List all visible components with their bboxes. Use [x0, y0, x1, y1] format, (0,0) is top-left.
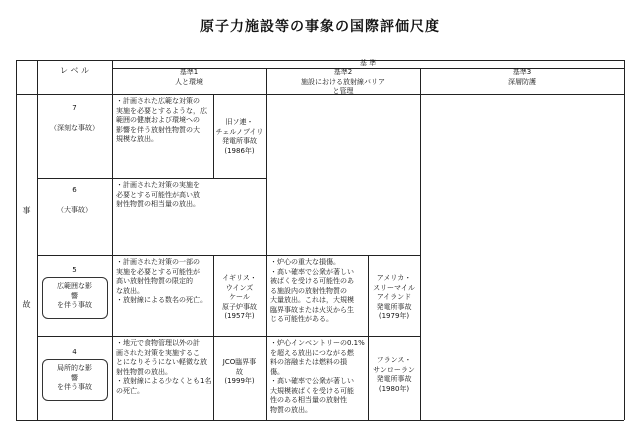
table-border-bottom	[16, 420, 624, 421]
example-event: JCO臨界事 故 (1999年)	[222, 358, 257, 385]
level-label: （深刻な事故）	[50, 124, 99, 132]
table-border-left	[16, 60, 17, 420]
criterion2-description: ・炉心の重大な損傷。 ・高い確率で公衆が著しい 被ばくを受ける可能性のあ る施設内の放射性物質の 大量放出。これは，大規模 臨界事故または火災から生 じる可能性がある。	[270, 258, 354, 323]
example-event: イギリス・ ウインズ ケール 原子炉事故 (1957年)	[222, 274, 257, 320]
row-divider	[37, 255, 420, 256]
criterion1-description: ・地元で食物管理以外の計 画された対策を実施するこ とになりそうにない軽微な放 射性物質の放出。 ・放射線による少なくとも1名 の死亡。	[116, 339, 212, 395]
level-header: レ ベ ル	[59, 66, 90, 75]
page-title: 原子力施設等の事象の国際評価尺度	[200, 19, 440, 35]
kijun-header: 基 準	[359, 59, 377, 67]
criterion1-description: ・計画された対策の一部の 実施を必要とする可能性が 高い放射性物質の限定的 な放出。 ・放射線による数名の死亡。	[116, 258, 207, 304]
example-event: フランス・ サンローラン 発電所事故 (1980年)	[373, 356, 415, 393]
example-event: アメリカ・ スリーマイル アイランド 発電所事故 (1979年)	[373, 274, 415, 320]
level-number: 4	[72, 348, 77, 356]
table-border-right	[624, 60, 625, 420]
level-label: 局所的な影 響 を伴う事故	[57, 364, 92, 391]
criterion1-description: ・計画された広範な対策の 実施を必要とするような，広 範囲の健康および環境への 影響を伴う放射性物質の大 規模な放出。	[116, 97, 207, 143]
level-number: 7	[72, 104, 77, 112]
row-divider	[37, 336, 420, 337]
example-event: 旧ソ連・ チェルノブイリ 発電所事故 (1986年)	[215, 118, 264, 155]
level-divider	[112, 60, 113, 420]
kijun1-divider	[266, 68, 267, 420]
criterion1-description: ・計画された対策の実施を 必要とする可能性が高い放 射性物質の相当量の放出。	[116, 181, 200, 208]
level-label: （大事故）	[57, 206, 92, 214]
criterion2-description: ・炉心インベントリーの0.1% を超える放出につながる燃 料の溶融または燃料の損 傷。 ・高い確率で公衆が著しい 大規模被ばくを受ける可能 性のある相当量の放射性 物質の放出。	[270, 339, 365, 414]
level-number: 6	[72, 186, 77, 194]
criterion2-header: 基準2 施設における放射線バリア と管理	[301, 68, 385, 95]
criterion3-header: 基準3 深層防護	[508, 68, 536, 86]
side-label-ji: 事	[22, 206, 31, 215]
level-number: 5	[72, 266, 77, 274]
side-label-ko: 故	[22, 300, 31, 309]
kijun2-divider	[420, 68, 421, 420]
level-label: 広範囲な影 響 を伴う事故	[57, 282, 92, 309]
criterion1-header: 基準1 人と環境	[175, 68, 203, 86]
example-7-box-bottom	[213, 178, 266, 179]
